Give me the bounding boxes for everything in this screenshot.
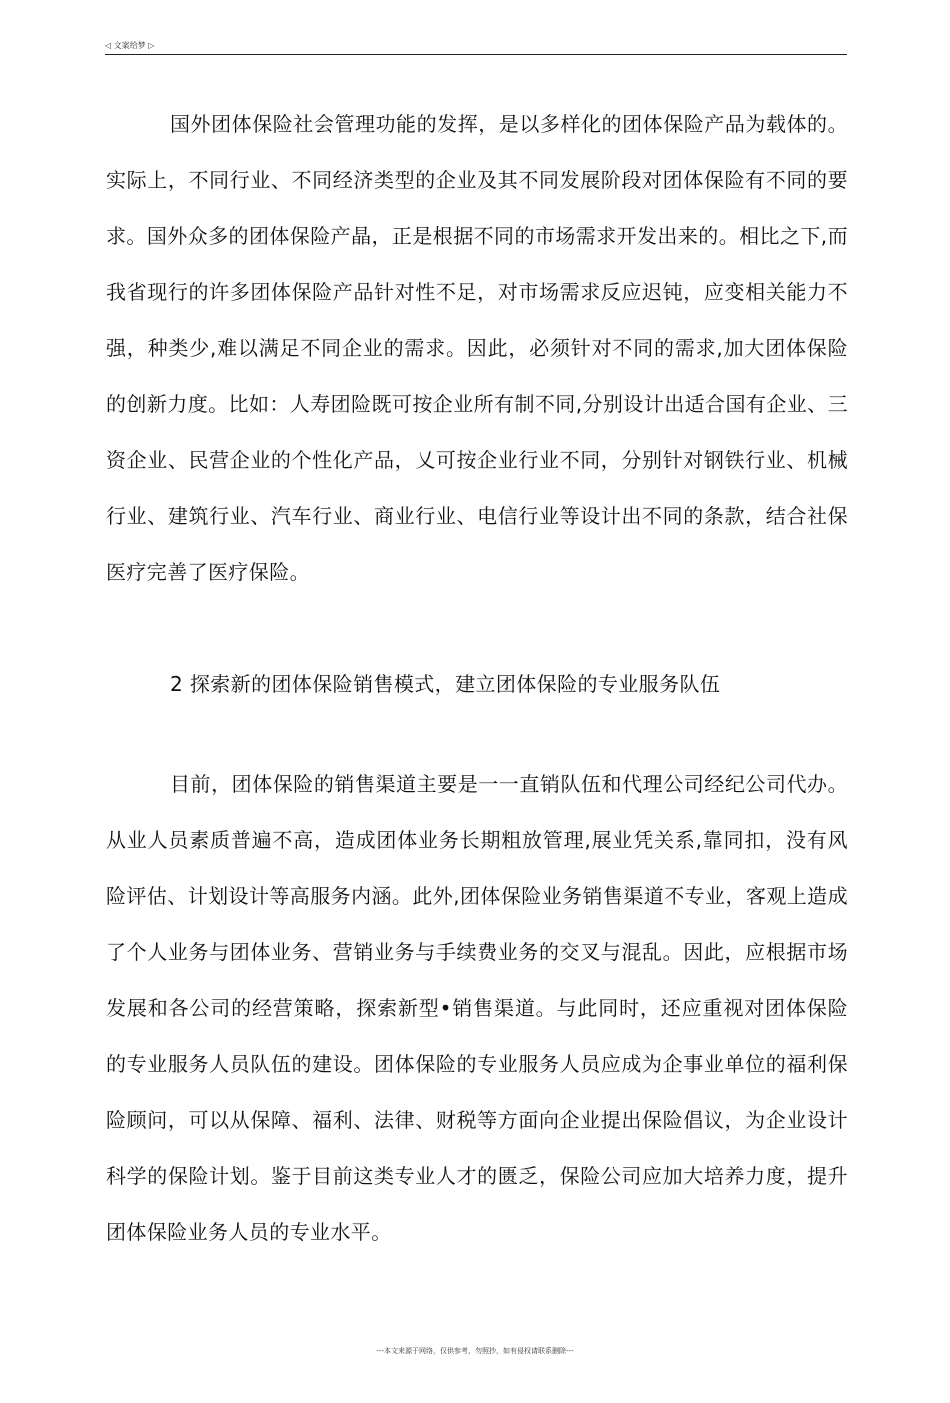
triangle-left-icon: ◁	[105, 41, 112, 50]
header-title-row	[105, 40, 154, 52]
page-footer: ---本文来源于网络，仅供参考，勿照抄，如有侵权请联系删除---	[376, 1347, 574, 1355]
triangle-right-icon: ▷	[148, 41, 155, 50]
page-header	[105, 40, 847, 55]
body-paragraph-2: 目前，团体保险的销售渠道主要是一一直销队伍和代理公司经纪公司代办。从业人员素质普遍不高，造成团体业务长期粗放管理,展业凭关系,靠同扣，没有风险评估、计划设计等高服务内涵。此外,团体保险业务销售渠道不专业，客观上造成了个人业务与团体业务、营销业务与手续费业务的交叉与混乱。因此，应根据市场发展和各公司的经营策略，探索新型•销售渠道。与此同时，还应重视对团体保险的专业服务人员队伍的建设。团体保险的专业服务人员应成为企事业单位的福利保险顾问，可以从保障、福利、法律、财税等方面向企业提出保险倡议，为企业设计科学的保险计划。鉴于目前这类专业人才的匮乏，保险公司应加大培养力度，提升团体保险业务人员的专业水平。	[106, 772, 848, 1244]
body-paragraph-1: 国外团体保险社会管理功能的发挥，是以多样化的团体保险产品为载体的。实际上，不同行业、不同经济类型的企业及其不同发展阶段对团体保险有不同的要求。国外众多的团体保险产晶，正是根据不同的市场需求开发出来的。相比之下,而我省现行的许多团体保险产品针对性不足，对市场需求反应迟钝，应变相关能力不强，种类少,难以满足不同企业的需求。因此，必须针对不同的需求,加大团体保险的创新力度。比如：人寿团险既可按企业所有制不同,分别设计出适合国有企业、三资企业、民营企业的个性化产品，乂可按企业行业不同，分别针对钢铁行业、机械行业、建筑行业、汽车行业、商业行业、电信行业等设计出不同的条款，结合社保医疗完善了医疗保险。	[106, 112, 848, 584]
section-heading: 2 探索新的团体保险销售模式，建立团体保险的专业服务队伍	[170, 672, 721, 696]
header-title: 文案给梦	[113, 41, 146, 50]
